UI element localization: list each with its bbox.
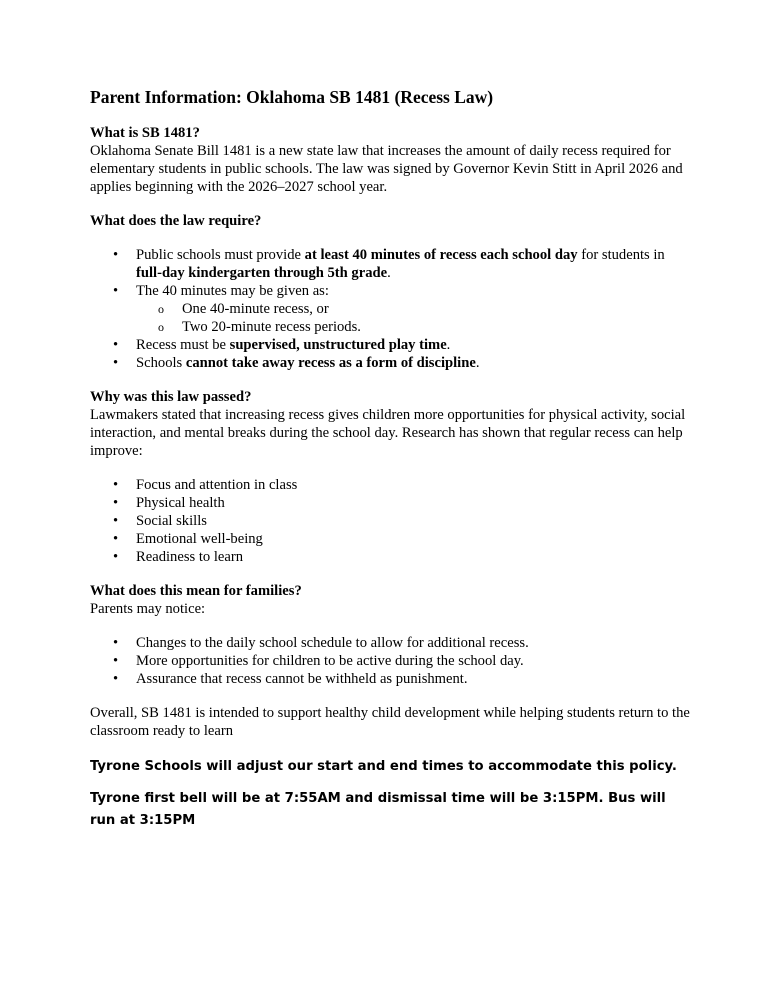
- text-run: The 40 minutes may be given as:: [136, 283, 329, 299]
- families-list: [90, 634, 690, 688]
- sub-list: [136, 300, 690, 336]
- requirements-list: [90, 246, 690, 372]
- text-run: Focus and attention in class: [136, 477, 298, 493]
- bold-text: cannot take away recess as a form of discipline: [185, 355, 476, 371]
- text-run: Social skills: [136, 513, 207, 529]
- list-item: [90, 336, 690, 354]
- text-run: Two 20-minute recess periods.: [182, 319, 361, 335]
- list-item: [90, 354, 690, 372]
- sub-list-item: [90, 318, 690, 336]
- bullet-icon: •: [113, 477, 119, 493]
- text-run: Public schools must provide: [136, 247, 305, 263]
- text-run: .: [387, 265, 391, 281]
- bold-text: supervised, unstructured play time: [229, 337, 447, 353]
- bold-text: full-day kindergarten through 5th grade: [136, 265, 388, 281]
- list-item: [90, 634, 690, 652]
- list-item: [90, 246, 690, 282]
- list-item: [90, 476, 690, 494]
- paragraph: Parents may notice:: [90, 601, 206, 617]
- bullet-icon: •: [113, 247, 119, 263]
- section-requirements: [90, 212, 690, 372]
- list-item: [90, 652, 690, 670]
- section-heading: What does the law require?: [90, 213, 262, 229]
- list-item: [90, 512, 690, 530]
- bold-text: at least 40 minutes of recess each school day: [304, 247, 578, 263]
- section-heading: What does this mean for families?: [90, 583, 302, 599]
- document-body: [90, 86, 690, 832]
- text-run: Emotional well-being: [136, 531, 263, 547]
- section-heading: Why was this law passed?: [90, 389, 252, 405]
- text-run: Readiness to learn: [136, 549, 243, 565]
- bullet-icon: •: [113, 531, 119, 547]
- bullet-icon: •: [113, 337, 119, 353]
- circle-bullet-icon: o: [158, 302, 164, 316]
- tyrone-schedule: Tyrone first bell will be at 7:55AM and dismissal time will be 3:15PM. Bus will run at 3:15PM: [90, 791, 666, 828]
- paragraph: Oklahoma Senate Bill 1481 is a new state law that increases the amount of daily recess required for elementary students in public schools. The law was signed by Governor Kevin Stitt in April 2026 and applies beginning with the 2026–2027 school year.: [90, 143, 683, 195]
- section-overall: [90, 704, 690, 740]
- page-title: Parent Information: Oklahoma SB 1481 (Recess Law): [90, 87, 494, 107]
- benefits-list: [90, 476, 690, 566]
- text-run: .: [446, 337, 451, 353]
- list-item: [90, 548, 690, 566]
- spacer: [90, 618, 690, 634]
- bullet-icon: •: [113, 495, 119, 511]
- list-item: [90, 530, 690, 548]
- bullet-icon: •: [113, 635, 119, 651]
- section-what-is: [90, 124, 690, 196]
- spacer: [90, 460, 690, 476]
- spacer: [90, 230, 690, 246]
- tyrone-notice: Tyrone Schools will adjust our start and end times to accommodate this policy.: [90, 759, 677, 774]
- text-run: Physical health: [136, 495, 225, 511]
- list-item: [90, 494, 690, 512]
- bullet-icon: •: [113, 283, 119, 299]
- text-run: Schools: [136, 355, 186, 371]
- bullet-icon: •: [113, 513, 119, 529]
- text-run: More opportunities for children to be active during the school day.: [136, 653, 524, 669]
- bullet-icon: •: [113, 355, 119, 371]
- text-run: One 40-minute recess, or: [182, 301, 329, 317]
- section-why: [90, 388, 690, 566]
- text-run: .: [475, 355, 480, 371]
- bullet-icon: •: [113, 549, 119, 565]
- text-run: Changes to the daily school schedule to allow for additional recess.: [136, 635, 529, 651]
- paragraph: Lawmakers stated that increasing recess gives children more opportunities for physical activity, social interaction, and mental breaks during the school day. Research has shown that regular recess can help improve:: [90, 407, 686, 459]
- section-families: [90, 582, 690, 688]
- list-item: [90, 282, 690, 336]
- text-run: Recess must be: [136, 337, 230, 353]
- paragraph: Overall, SB 1481 is intended to support healthy child development while helping students return to the classroom ready to learn: [90, 705, 690, 739]
- circle-bullet-icon: o: [158, 320, 164, 334]
- text-run: for students in: [577, 247, 665, 263]
- list-item: [90, 670, 690, 688]
- sub-list-item: [90, 300, 690, 318]
- bullet-icon: •: [113, 671, 119, 687]
- bullet-icon: •: [113, 653, 119, 669]
- text-run: Assurance that recess cannot be withheld as punishment.: [136, 671, 468, 687]
- section-heading: What is SB 1481?: [90, 125, 200, 141]
